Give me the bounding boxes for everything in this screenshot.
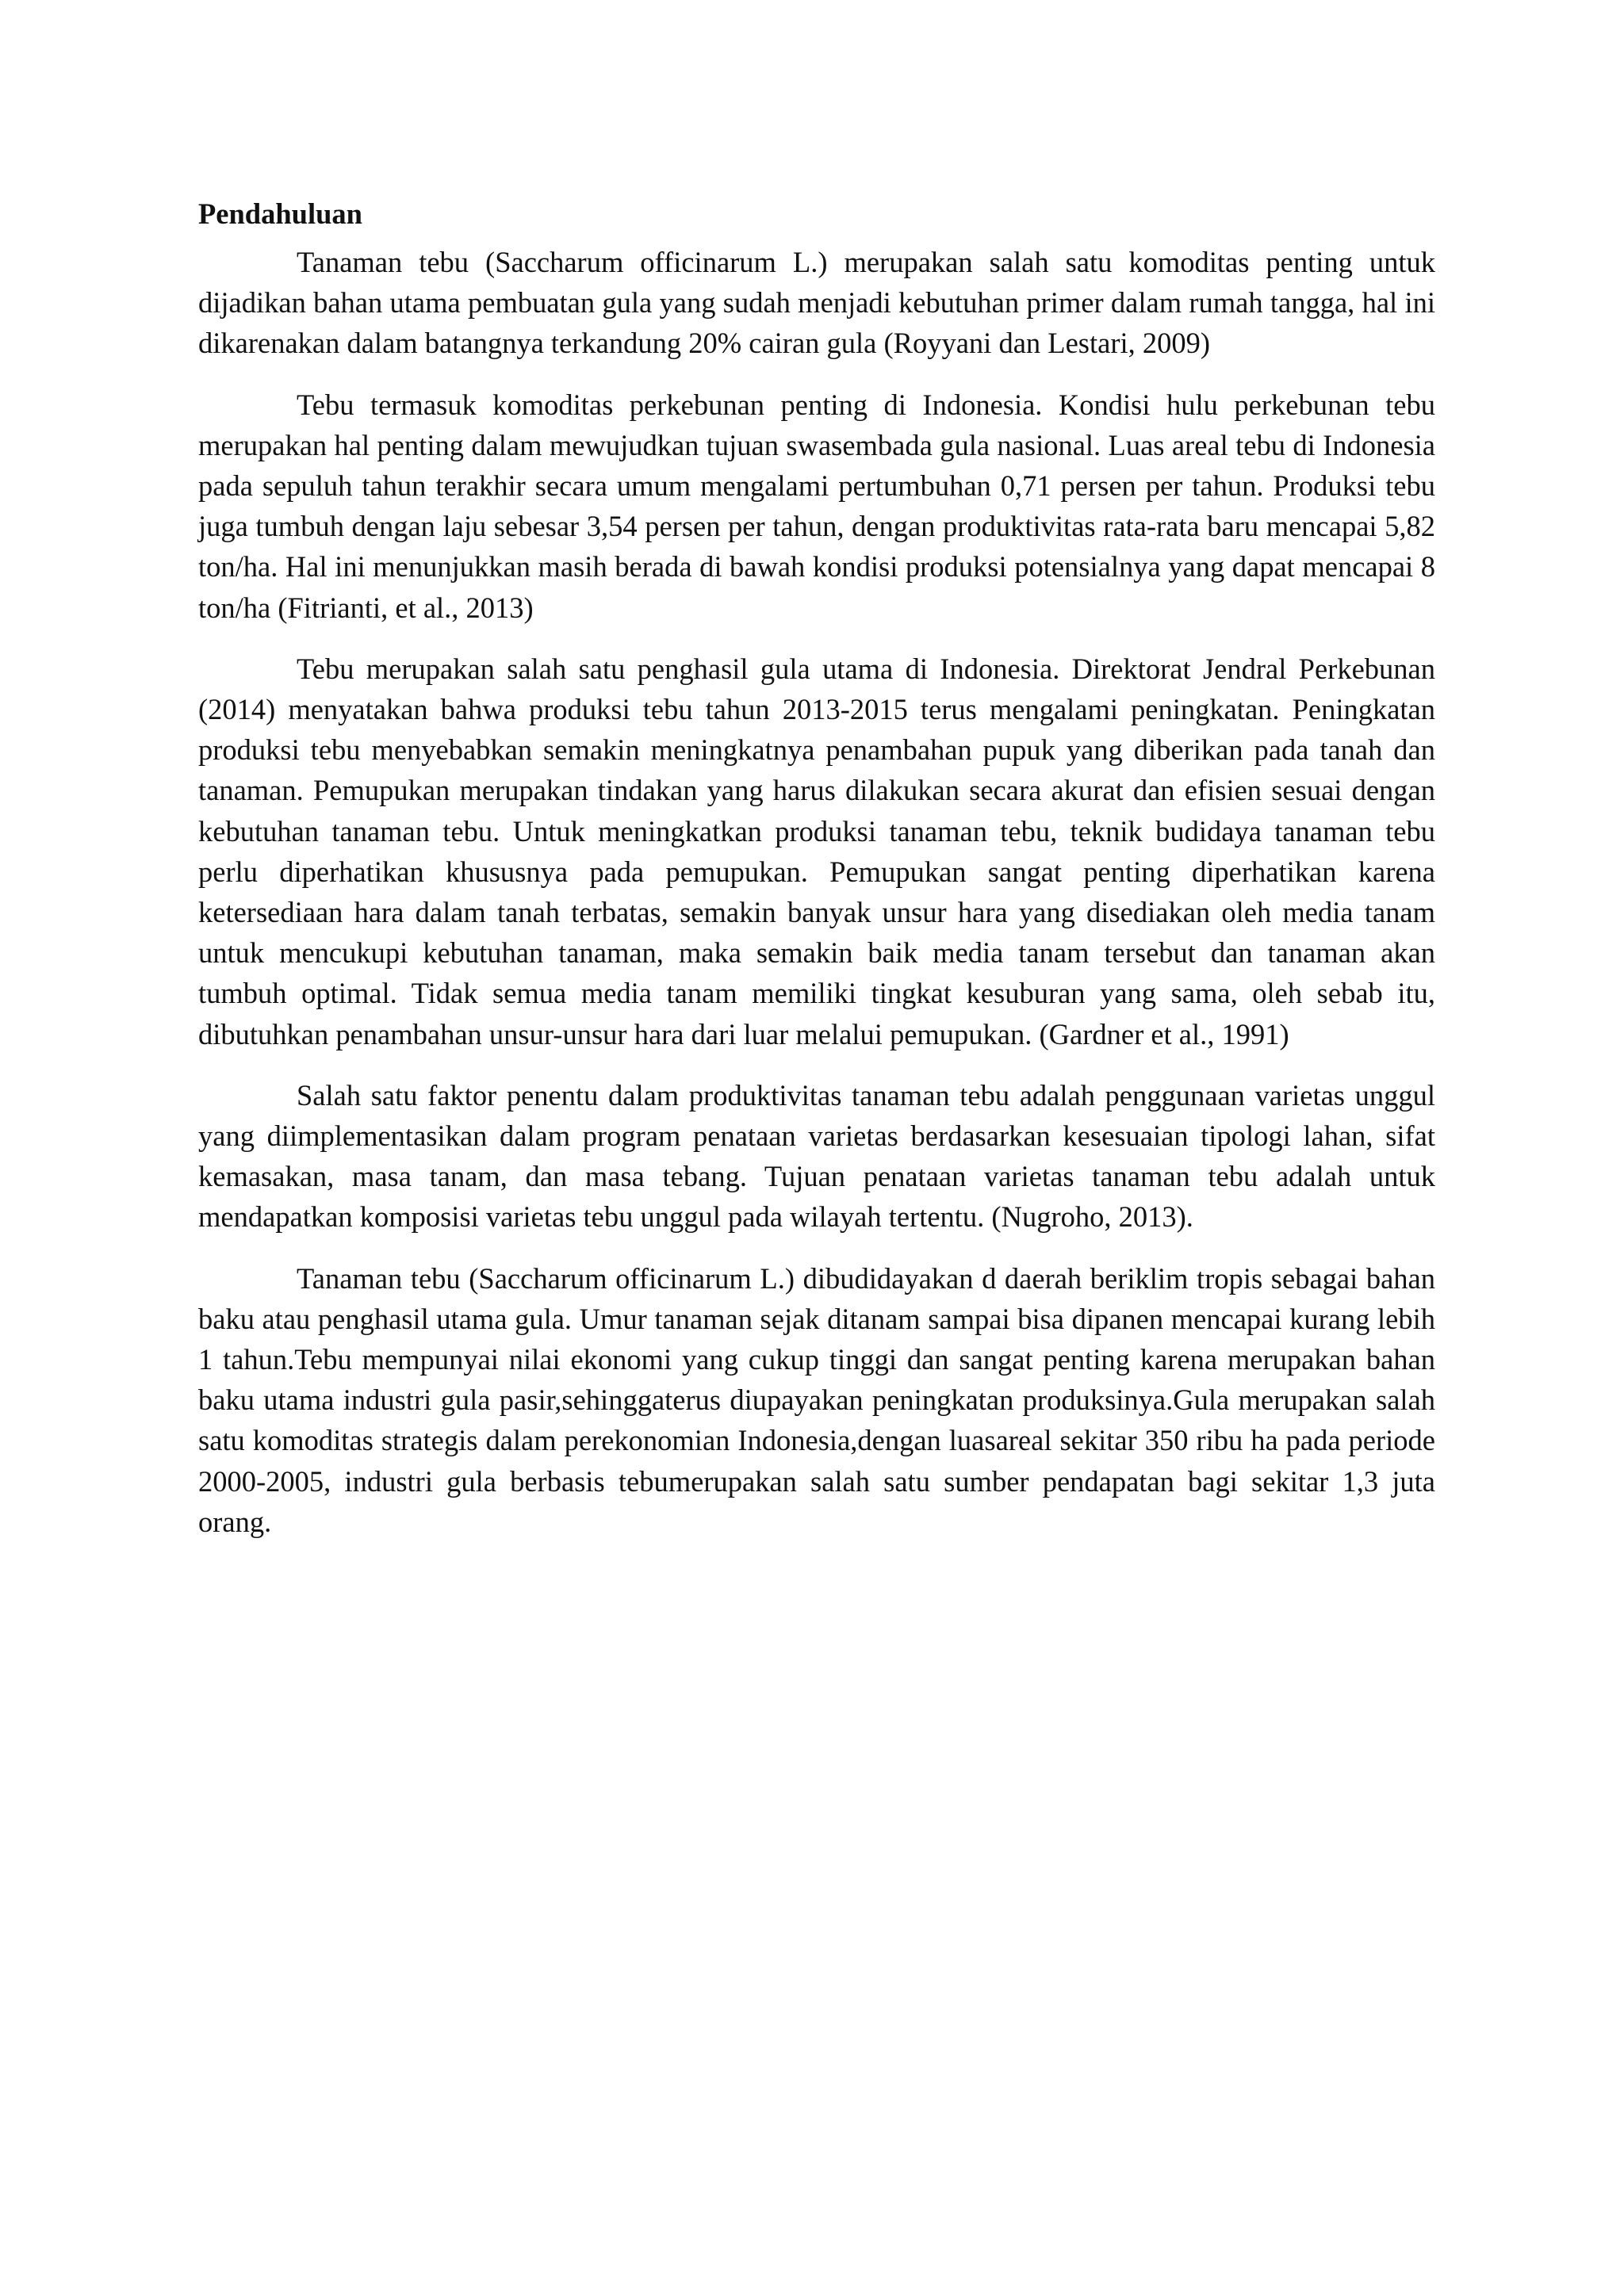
paragraph-5: Tanaman tebu (Saccharum officinarum L.) dibudidayakan d daerah beriklim tropis sebagai bahan baku atau penghasil utama gula. Umur tanaman sejak ditanam sampai bisa dipanen mencapai kurang lebih 1 tahun.Tebu mempunyai nilai ekonomi yang cukup tinggi dan sangat penting karena merupakan bahan baku utama industri gula pasir,sehinggaterus diupayakan peningkatan produksinya.Gula merupakan salah satu komoditas strategis dalam perekonomian Indonesia,dengan luasareal sekitar 350 ribu ha pada periode 2000-2005, industri gula berbasis tebumerupakan salah satu sumber pendapatan bagi sekitar 1,3 juta orang.: [198, 1261, 1435, 1538]
paragraph-4: Salah satu faktor penentu dalam produktivitas tanaman tebu adalah penggunaan varietas unggul yang diimplementasikan dalam program penataan varietas berdasarkan kesesuaian tipologi lahan, sifat kemasakan, masa tanam, dan masa tebang. Tujuan penataan varietas tanaman tebu adalah untuk mendapatkan komposisi varietas tebu unggul pada wilayah tertentu. (Nugroho, 2013).: [198, 1078, 1435, 1234]
section-heading: Pendahuluan: [198, 197, 362, 230]
paragraph-1: Tanaman tebu (Saccharum officinarum L.) merupakan salah satu komoditas penting untuk dijadikan bahan utama pembuatan gula yang sudah menjadi kebutuhan primer dalam rumah tangga, hal ini dikarenakan dalam batangnya terkandung 20% cairan gula (Royyani dan Lestari, 2009): [198, 246, 1435, 360]
paragraph-2: Tebu termasuk komoditas perkebunan penting di Indonesia. Kondisi hulu perkebunan tebu merupakan hal penting dalam mewujudkan tujuan swasembada gula nasional. Luas areal tebu di Indonesia pada sepuluh tahun terakhir secara umum mengalami pertumbuhan 0,71 persen per tahun. Produksi tebu juga tumbuh dengan laju sebesar 3,54 persen per tahun, dengan produktivitas rata-rata baru mencapai 5,82 ton/ha. Hal ini menunjukkan masih berada di bawah kondisi produksi potensialnya yang dapat mencapai 8 ton/ha (Fitrianti, et al., 2013): [198, 388, 1435, 624]
paragraph-3: Tebu merupakan salah satu penghasil gula utama di Indonesia. Direktorat Jendral Perkebunan (2014) menyatakan bahwa produksi tebu tahun 2013-2015 terus mengalami peningkatan. Peningkatan produksi tebu menyebabkan semakin meningkatnya penambahan pupuk yang diberikan pada tanah dan tanaman. Pemupukan merupakan tindakan yang harus dilakukan secara akurat dan efisien sesuai dengan kebutuhan tanaman tebu. Untuk meningkatkan produksi tanaman tebu, teknik budidaya tanaman tebu perlu diperhatikan khususnya pada pemupukan. Pemupukan sangat penting diperhatikan karena ketersediaan hara dalam tanah terbatas, semakin banyak unsur hara yang disediakan oleh media tanam untuk mencukupi kebutuhan tanaman, maka semakin baik media tanam tersebut dan tanaman akan tumbuh optimal. Tidak semua media tanam memiliki tingkat kesuburan yang sama, oleh sebab itu, dibutuhkan penambahan unsur-unsur hara dari luar melalui pemupukan. (Gardner et al., 1991): [198, 652, 1435, 1050]
document-body: [198, 193, 1435, 1563]
